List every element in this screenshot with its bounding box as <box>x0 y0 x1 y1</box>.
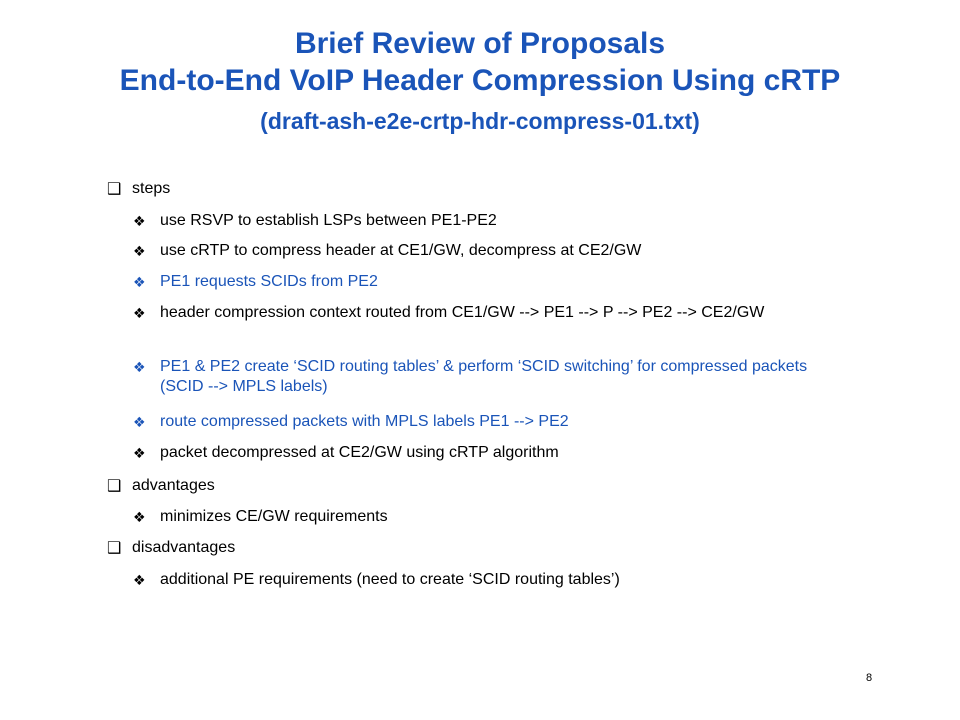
hollow-square-bullet-icon: ❑ <box>107 476 122 495</box>
sub-bullet <box>133 570 893 590</box>
bullet-label: advantages <box>132 477 215 494</box>
sub-bullet-text: header compression context routed from CE1/GW --> PE1 --> P --> PE2 --> CE2/GW <box>160 304 765 321</box>
sub-bullet <box>133 443 893 463</box>
page-number: 8 <box>866 672 873 684</box>
four-diamond-bullet-icon: ❖ <box>133 275 146 291</box>
title-line-2: End-to-End VoIP Header Compression Using cRTP <box>119 64 841 97</box>
four-diamond-bullet-icon: ❖ <box>133 446 146 462</box>
hollow-square-bullet-icon: ❑ <box>107 179 122 198</box>
four-diamond-bullet-icon: ❖ <box>133 573 146 589</box>
sub-bullet <box>133 412 893 432</box>
four-diamond-bullet-icon: ❖ <box>133 415 146 431</box>
sub-bullet-text: packet decompressed at CE2/GW using cRTP algorithm <box>160 444 559 461</box>
bullet-steps <box>107 179 897 199</box>
sub-bullet-text: minimizes CE/GW requirements <box>160 508 388 525</box>
hollow-square-bullet-icon: ❑ <box>107 538 122 557</box>
sub-bullet <box>133 357 833 397</box>
title-line-1: Brief Review of Proposals <box>294 27 666 60</box>
title-line-3: (draft-ash-e2e-crtp-hdr-compress-01.txt) <box>260 108 700 134</box>
four-diamond-bullet-icon: ❖ <box>133 510 146 526</box>
sub-bullet <box>133 272 893 292</box>
bullet-disadvantages <box>107 538 897 558</box>
sub-bullet-text: use RSVP to establish LSPs between PE1-PE2 <box>160 212 497 229</box>
sub-bullet-text: additional PE requirements (need to create ‘SCID routing tables’) <box>160 571 620 588</box>
sub-bullet <box>133 507 893 527</box>
sub-bullet-text: PE1 requests SCIDs from PE2 <box>160 273 378 290</box>
four-diamond-bullet-icon: ❖ <box>133 214 146 230</box>
four-diamond-bullet-icon: ❖ <box>133 360 146 376</box>
bullet-label: steps <box>132 180 171 197</box>
sub-bullet <box>133 303 853 323</box>
sub-bullet-text: use cRTP to compress header at CE1/GW, decompress at CE2/GW <box>160 242 642 259</box>
sub-bullet <box>133 241 893 261</box>
bullet-label: disadvantages <box>132 539 236 556</box>
four-diamond-bullet-icon: ❖ <box>133 244 146 260</box>
sub-bullet <box>133 211 893 231</box>
four-diamond-bullet-icon: ❖ <box>133 306 146 322</box>
sub-bullet-text: route compressed packets with MPLS labels PE1 --> PE2 <box>160 413 569 430</box>
bullet-advantages <box>107 476 897 496</box>
sub-bullet-text: PE1 & PE2 create ‘SCID routing tables’ & perform ‘SCID switching’ for compressed packets (SCID --> MPLS labels) <box>160 358 808 395</box>
